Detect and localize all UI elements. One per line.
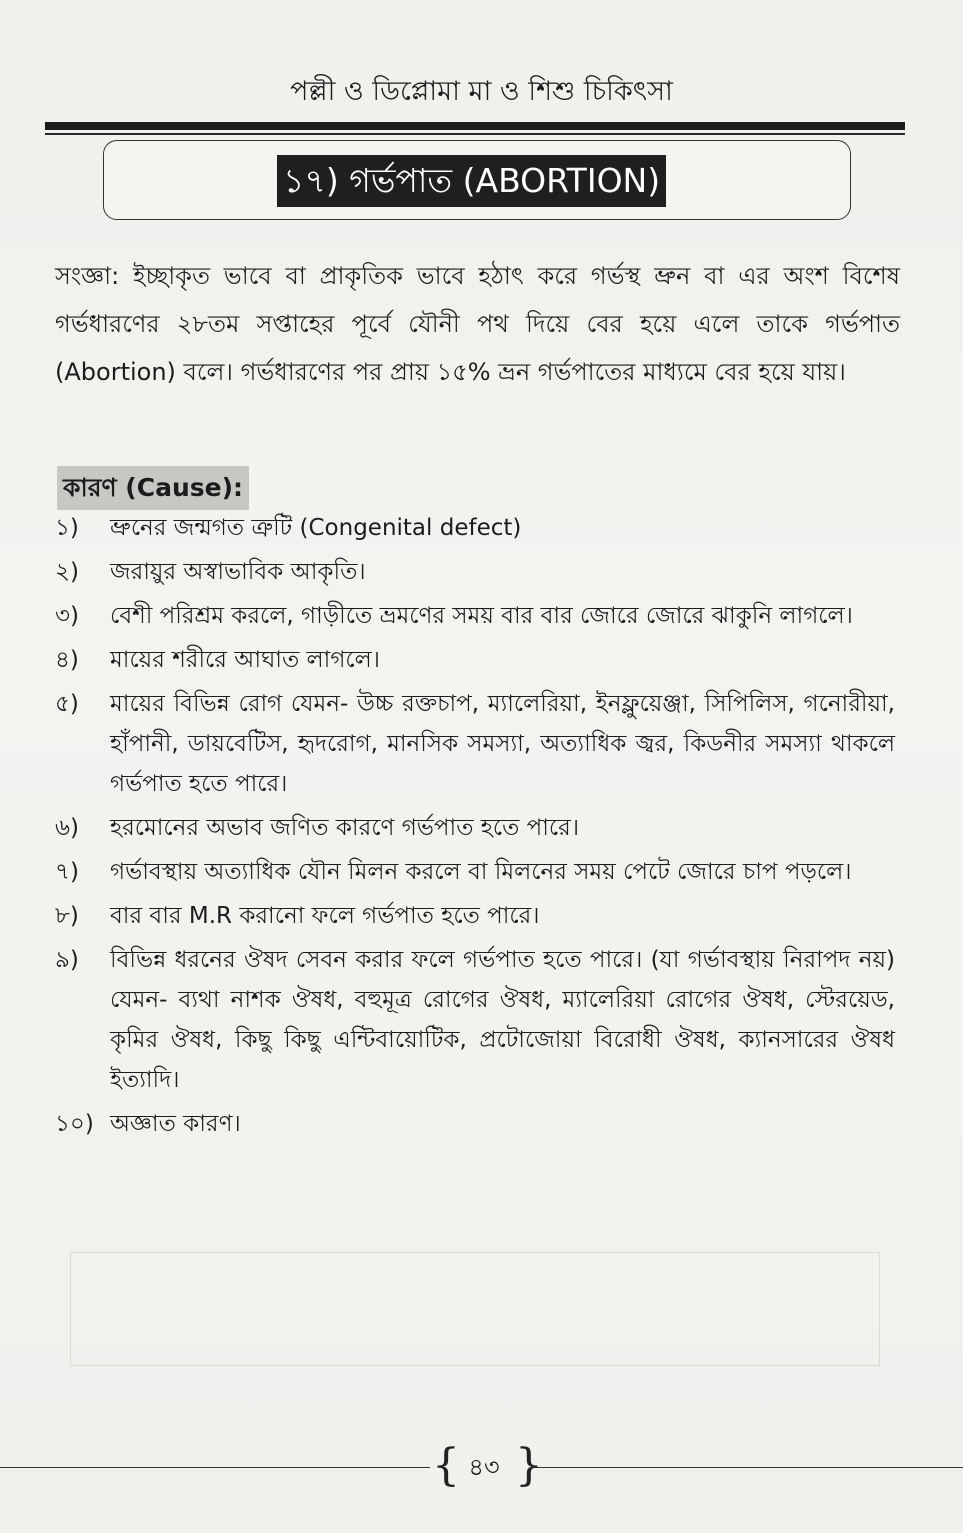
footer-rule-left	[0, 1467, 430, 1468]
cause-item	[55, 552, 895, 592]
cause-number: ৬)	[55, 815, 79, 841]
cause-item	[55, 940, 895, 1100]
cause-number: ৫)	[55, 691, 79, 717]
cause-text: বেশী পরিশ্রম করলে, গাড়ীতে ভ্রমণের সময় বার বার জোরে জোরে ঝাকুনি লাগলে।	[110, 603, 853, 629]
cause-text: মায়ের শরীরে আঘাত লাগলে।	[110, 647, 380, 673]
cause-number: ৯)	[55, 947, 79, 973]
page-number: ৪৩	[468, 1453, 500, 1481]
bleed-through-frame	[70, 1252, 880, 1366]
chapter-title: ১৭) গর্ভপাত (ABORTION)	[277, 155, 666, 207]
cause-text: জরায়ুর অস্বাভাবিক আকৃতি।	[110, 559, 366, 585]
causes-list	[55, 508, 895, 1148]
cause-text: গর্ভাবস্থায় অত্যাধিক যৌন মিলন করলে বা মিলনের সময় পেটে জোরে চাপ পড়লে।	[110, 859, 852, 885]
cause-number: ৭)	[55, 859, 79, 885]
cause-number: ৮)	[55, 903, 79, 929]
cause-number: ৪)	[55, 647, 79, 673]
cause-text: হরমোনের অভাব জণিত কারণে গর্ভপাত হতে পারে।	[110, 815, 580, 841]
left-bracket-icon: {	[432, 1440, 460, 1491]
causes-heading: কারণ (Cause):	[57, 466, 249, 510]
header-rule-thick	[45, 122, 905, 130]
header-rule-thin	[45, 133, 905, 135]
cause-text: মায়ের বিভিন্ন রোগ যেমন- উচ্চ রক্তচাপ, ম্যালেরিয়া, ইনফ্লুয়েঞ্জা, সিপিলিস, গনোরীয়া, হাঁপানী, ডায়বেটিস, হৃদরোগ, মানসিক সমস্যা, অত্যাধিক জ্বর, কিডনীর সমস্যা থাকলে গর্ভপাত হতে পারে।	[110, 691, 895, 797]
cause-text: ভ্রুনের জন্মগত ত্রুটি (Congenital defect)	[110, 515, 522, 541]
cause-item	[55, 808, 895, 848]
cause-item	[55, 640, 895, 680]
cause-item	[55, 896, 895, 936]
cause-item	[55, 508, 895, 548]
footer-rule-right	[535, 1467, 963, 1468]
definition-paragraph: সংজ্ঞা: ইচ্ছাকৃত ভাবে বা প্রাকৃতিক ভাবে হঠাৎ করে গর্ভস্থ ভ্রুন বা এর অংশ বিশেষ গর্ভধারণের ২৮তম সপ্তাহের পূর্বে যৌনী পথ দিয়ে বের হয়ে এলে তাকে গর্ভপাত (Abortion) বলে। গর্ভধারণের পর প্রায় ১৫% ভ্রন গর্ভপাতের মাধ্যমে বের হয়ে যায়।	[55, 262, 900, 386]
cause-text: অজ্ঞাত কারণ।	[110, 1111, 241, 1137]
cause-item	[55, 1104, 895, 1144]
cause-number: ১)	[55, 515, 79, 541]
cause-item	[55, 684, 895, 804]
cause-number: ২)	[55, 559, 79, 585]
cause-text: বিভিন্ন ধরনের ঔষদ সেবন করার ফলে গর্ভপাত হতে পারে। (যা গর্ভাবস্থায় নিরাপদ নয়) যেমন- ব্যথা নাশক ঔষধ, বহুমূত্র রোগের ঔষধ, ম্যালেরিয়া রোগের ঔষধ, স্টেরয়েড, কৃমির ঔষধ, কিছু কিছু এন্টিবায়োটিক, প্রটোজোয়া বিরোধী ঔষধ, ক্যানসারের ঔষধ ইত্যাদি।	[110, 947, 895, 1093]
running-header: পল্লী ও ডিপ্লোমা মা ও শিশু চিকিৎসা	[290, 76, 673, 107]
cause-item	[55, 852, 895, 892]
cause-text: বার বার M.R করানো ফলে গর্ভপাত হতে পারে।	[110, 903, 540, 929]
cause-item	[55, 596, 895, 636]
cause-number: ৩)	[55, 603, 79, 629]
cause-number: ১০)	[55, 1111, 94, 1137]
right-bracket-icon: }	[515, 1440, 543, 1491]
